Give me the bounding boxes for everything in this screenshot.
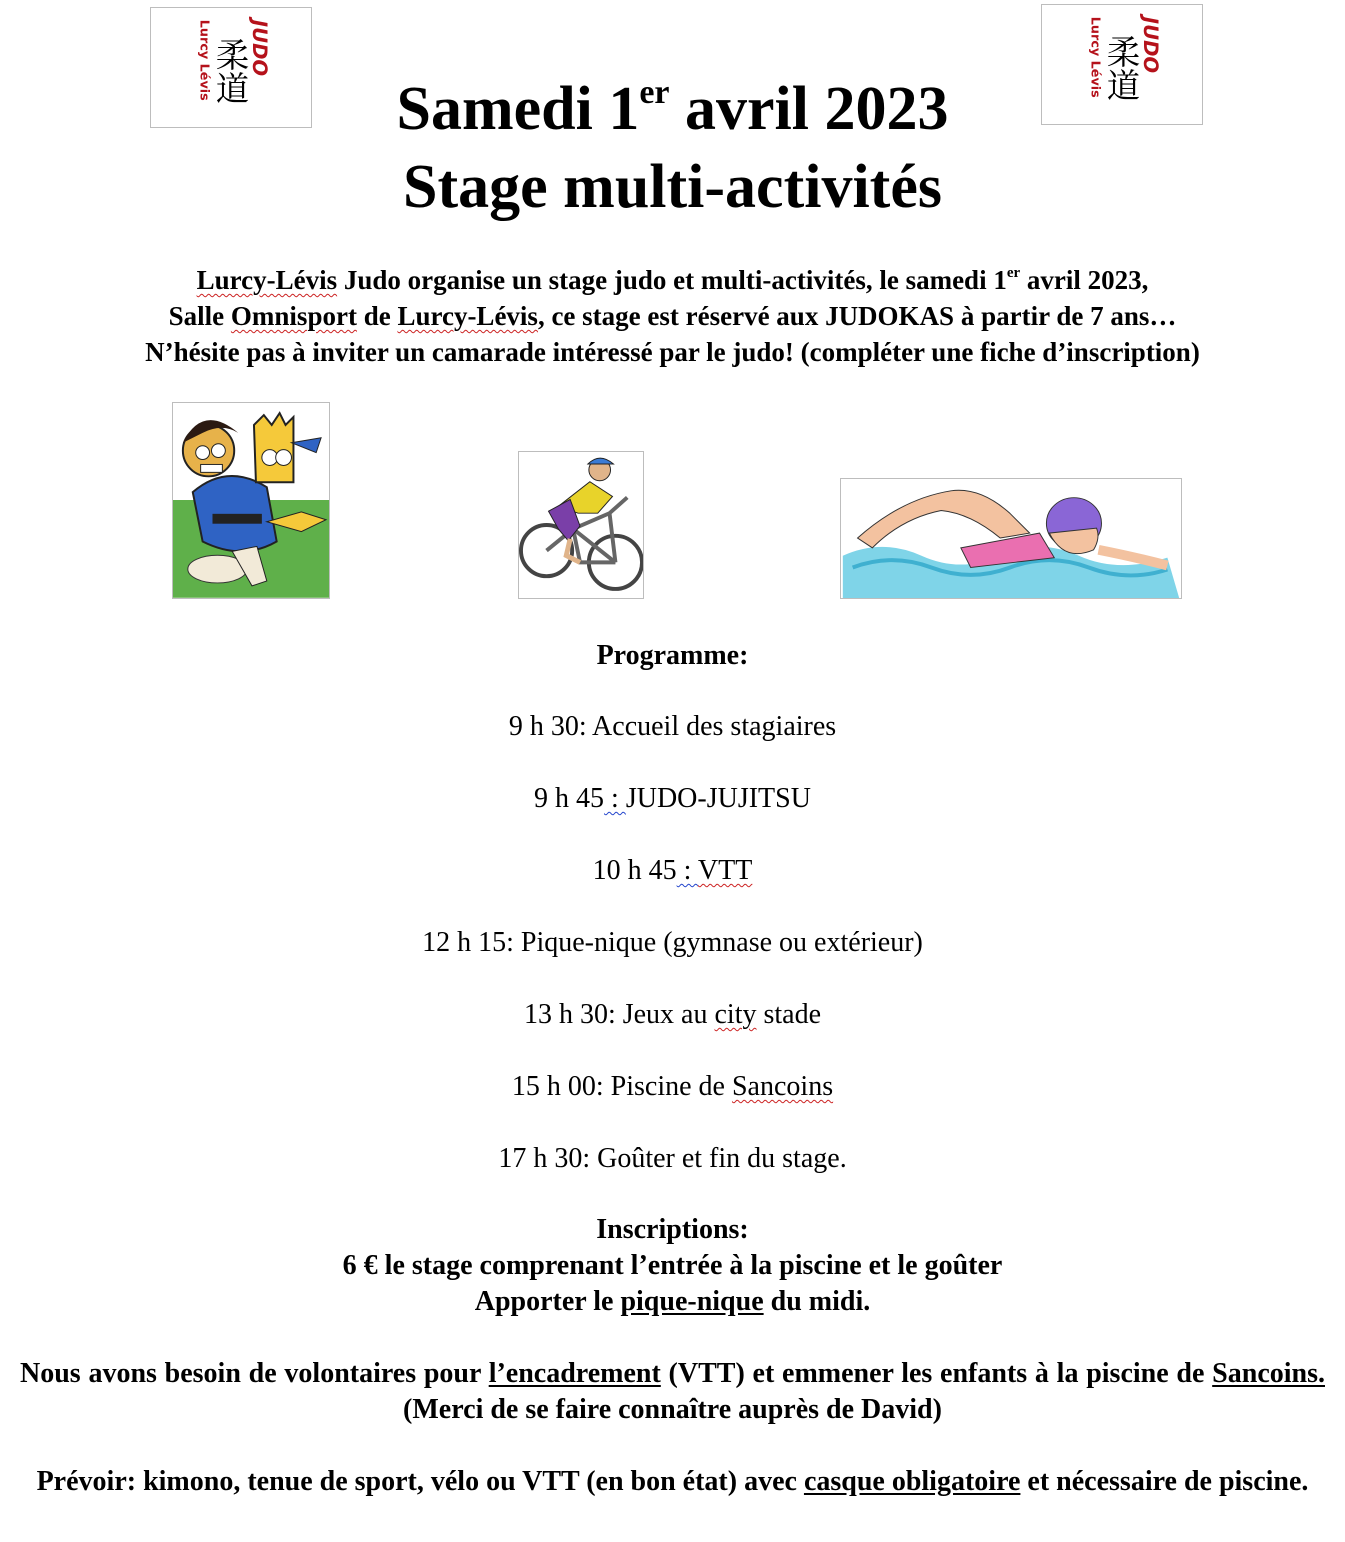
schedule-item: 12 h 15: Pique-nique (gymnase ou extérieur): [422, 927, 923, 958]
logo-judo-text: JUDO: [1139, 16, 1163, 74]
inscriptions-lunch: Apporter le pique-nique du midi.: [474, 1286, 871, 1317]
swimmer-icon: [840, 478, 1182, 599]
logo-club-text: Lurcy Lévis: [196, 19, 212, 101]
page-title-date: Samedi 1er avril 2023: [396, 74, 949, 143]
intro-text: [0, 262, 1345, 370]
inscriptions-price: 6 € le stage comprenant l’entrée à la piscine et le goûter: [342, 1250, 1003, 1281]
page-title-stage: Stage multi-activités: [403, 153, 942, 221]
volunteers-paragraph: Nous avons besoin de volontaires pour l’encadrement (VTT) et emmener les enfants à la piscine de Sancoins. (Merci de se faire connaître auprès de David): [20, 1358, 1325, 1425]
logo-club-text: Lurcy Lévis: [1087, 16, 1103, 98]
intro-line-1: Lurcy-Lévis Judo organise un stage judo et multi-activités, le samedi 1er avril 2023,: [196, 265, 1149, 295]
schedule-item: 9 h 30: Accueil des stagiaires: [508, 711, 837, 742]
prevoir-paragraph: Prévoir: kimono, tenue de sport, vélo ou VTT (en bon état) avec casque obligatoire et nécessaire de piscine.: [36, 1466, 1309, 1497]
intro-line-3: N’hésite pas à inviter un camarade intéressé par le judo! (compléter une fiche d’inscription): [145, 337, 1200, 367]
schedule-item: 17 h 30: Goûter et fin du stage.: [498, 1143, 847, 1174]
logo-kanji: 柔道: [210, 37, 250, 105]
judo-icon: [172, 402, 330, 599]
programme-title: Programme:: [596, 640, 749, 671]
schedule-item: 15 h 00: Piscine de Sancoins: [511, 1071, 834, 1102]
cyclist-icon: [518, 451, 644, 599]
inscriptions-section: [0, 1212, 1345, 1320]
schedule-item: 10 h 45 : VTT: [592, 855, 753, 886]
intro-line-2: Salle Omnisport de Lurcy-Lévis, ce stage est réservé aux JUDOKAS à partir de 7 ans…: [168, 301, 1177, 331]
logo-kanji: 柔道: [1101, 34, 1141, 102]
logo-judo-text: JUDO: [248, 19, 272, 77]
schedule-item: 9 h 45 : JUDO-JUJITSU: [534, 783, 811, 814]
inscriptions-title: Inscriptions:: [596, 1214, 749, 1245]
schedule-item: 13 h 30: Jeux au city stade: [523, 999, 822, 1030]
